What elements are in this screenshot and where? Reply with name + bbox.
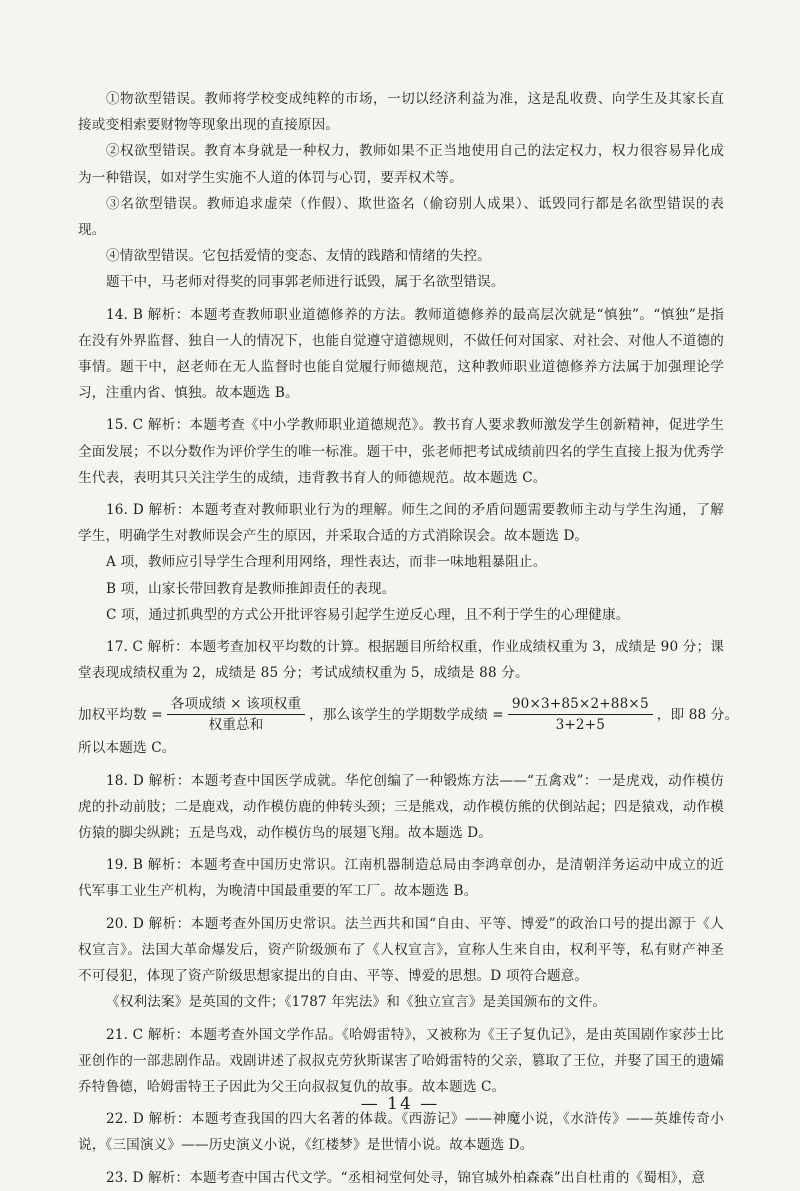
paragraph-fame-greed: ③名欲型错误。教师追求虚荣（作假）、欺世盗名（偷窃别人成果）、诋毁同行都是名欲型错误的表现。 [78, 195, 724, 239]
page-number: — 14 — [360, 1094, 440, 1114]
answer-15: 15. C 解析：本题考查《中小学教师职业道德规范》。教书育人要求教师激发学生创新精神，促进学生全面发展；不以分数作为评价学生的唯一标准。题干中，张老师把考试成绩前四名的学生直接上报为优秀学生代表，表明其只关注学生的成绩，违背教书育人的师德规范。故本题选 C。 [78, 417, 724, 486]
formula-lhs: 加权平均数 = [78, 706, 163, 723]
answer-19: 19. B 解析：本题考查中国历史常识。江南机器制造总局由李鸿章创办，是清朝洋务运动中成立的近代军事工业生产机构，为晚清中国最重要的军工厂。故本题选 B。 [78, 857, 724, 900]
paragraph-material-greed: ①物欲型错误。教师将学校变成纯粹的市场，一切以经济利益为准，这是乱收费、向学生及其家长直接或变相索要财物等现象出现的直接原因。 [78, 91, 724, 134]
answer-16-option-a: A 项，教师应引导学生合理利用网络，理性表达，而非一味地粗暴阻止。 [106, 554, 547, 571]
answer-22: 22. D 解析：本题考查我国的四大名著的体裁。《西游记》——神魔小说，《水浒传》——英雄传奇小说，《三国演义》——历史演义小说，《红楼梦》是世情小说。故本题选 D。 [78, 1111, 724, 1154]
fraction-numerator: 各项成绩 × 该项权重 [167, 694, 305, 715]
answer-20: 20. D 解析：本题考查外国历史常识。法兰西共和国“自由、平等、博爱”的政治口号的提出源于《人权宣言》。法国大革命爆发后，资产阶级颁布了《人权宣言》，宣称人生来自由，权利平等，私有财产神圣不可侵犯，体现了资产阶级思想家提出的自由、平等、博爱的思想。D 项符合题意。 [78, 915, 724, 985]
answer-20-note: 《权利法案》是英国的文件；《1787 年宪法》和《独立宣言》是美国颁布的文件。 [106, 994, 607, 1011]
formula-tail: ，即 88 分。 [656, 706, 739, 723]
answer-explanations [78, 86, 739, 1191]
answer-21: 21. C 解析：本题考查外国文学作品。《哈姆雷特》，又被称为《王子复仇记》，是由英国剧作家莎士比亚创作的一部悲剧作品。戏剧讲述了叔叔克劳狄斯谋害了哈姆雷特的父亲，篡取了王位，并娶了国王的遗孀乔特鲁德，哈姆雷特王子因此为父王向叔叔复仇的故事。故本题选 C。 [78, 1026, 724, 1095]
formula-middle-text: ，那么该学生的学期数学成绩 = [309, 706, 504, 723]
fraction-denominator: 3+2+5 [555, 717, 606, 734]
answer-17-conclusion: 所以本题选 C。 [78, 740, 176, 757]
answer-18: 18. D 解析：本题考查中国医学成就。华佗创编了一种锻炼方法——“五禽戏”：一是虎戏，动作模仿虎的扑动前肢；二是鹿戏，动作模仿鹿的伸转头颈；三是熊戏，动作模仿熊的伏倒站起；四是猿戏，动作模仿猿的脚尖纵跳；五是鸟戏，动作模仿鸟的展翅飞翔。故本题选 D。 [78, 772, 724, 842]
formula-fraction-numeric [508, 694, 653, 735]
formula-fraction-general [167, 694, 305, 735]
fraction-denominator: 权重总和 [208, 717, 264, 734]
fraction-numerator: 90×3+85×2+88×5 [508, 694, 653, 715]
paragraph-emotion-greed: ④情欲型错误。它包括爱情的变态、友情的践踏和情绪的失控。 [106, 248, 491, 265]
paragraph-q13-conclusion: 题干中，马老师对得奖的同事郭老师进行诋毁，属于名欲型错误。 [106, 274, 505, 291]
answer-23: 23. D 解析：本题考查中国古代文学。“丞相祠堂何处寻，锦官城外柏森森”出自杜甫的《蜀相》，意 [106, 1169, 706, 1186]
paragraph-power-greed: ②权欲型错误。教育本身就是一种权力，教师如果不正当地使用自己的法定权力，权力很容易异化成为一种错误，如对学生实施不人道的体罚与心罚，要弄权术等。 [78, 143, 724, 186]
answer-17: 17. C 解析：本题考查加权平均数的计算。根据题目所给权重，作业成绩权重为 3，成绩是 90 分；课堂表现成绩权重为 2，成绩是 85 分；考试成绩权重为 5，成绩是 88 分。 [78, 639, 724, 682]
answer-16-option-c: C 项，通过抓典型的方式公开批评容易引起学生逆反心理，且不利于学生的心理健康。 [106, 606, 630, 623]
answer-16-option-b: B 项，山家长带回教育是教师推卸责任的表现。 [106, 580, 396, 597]
answer-14: 14. B 解析：本题考查教师职业道德修养的方法。教师道德修养的最高层次就是“慎独”。“慎独”是指在没有外界监督、独自一人的情况下，也能自觉遵守道德规则，不做任何对国家、对社会、对他人不道德的事情。题干中，赵老师在无人监督时也能自觉履行师德规范，这种教师职业道德修养方法属于加强理论学习，注重内省、慎独。故本题选 B。 [78, 306, 724, 402]
weighted-average-formula [78, 694, 739, 735]
answer-16: 16. D 解析：本题考查对教师职业行为的理解。师生之间的矛盾问题需要教师主动与学生沟通，了解学生，明确学生对教师误会产生的原因，并采取合适的方式消除误会。故本题选 D。 [78, 502, 724, 545]
